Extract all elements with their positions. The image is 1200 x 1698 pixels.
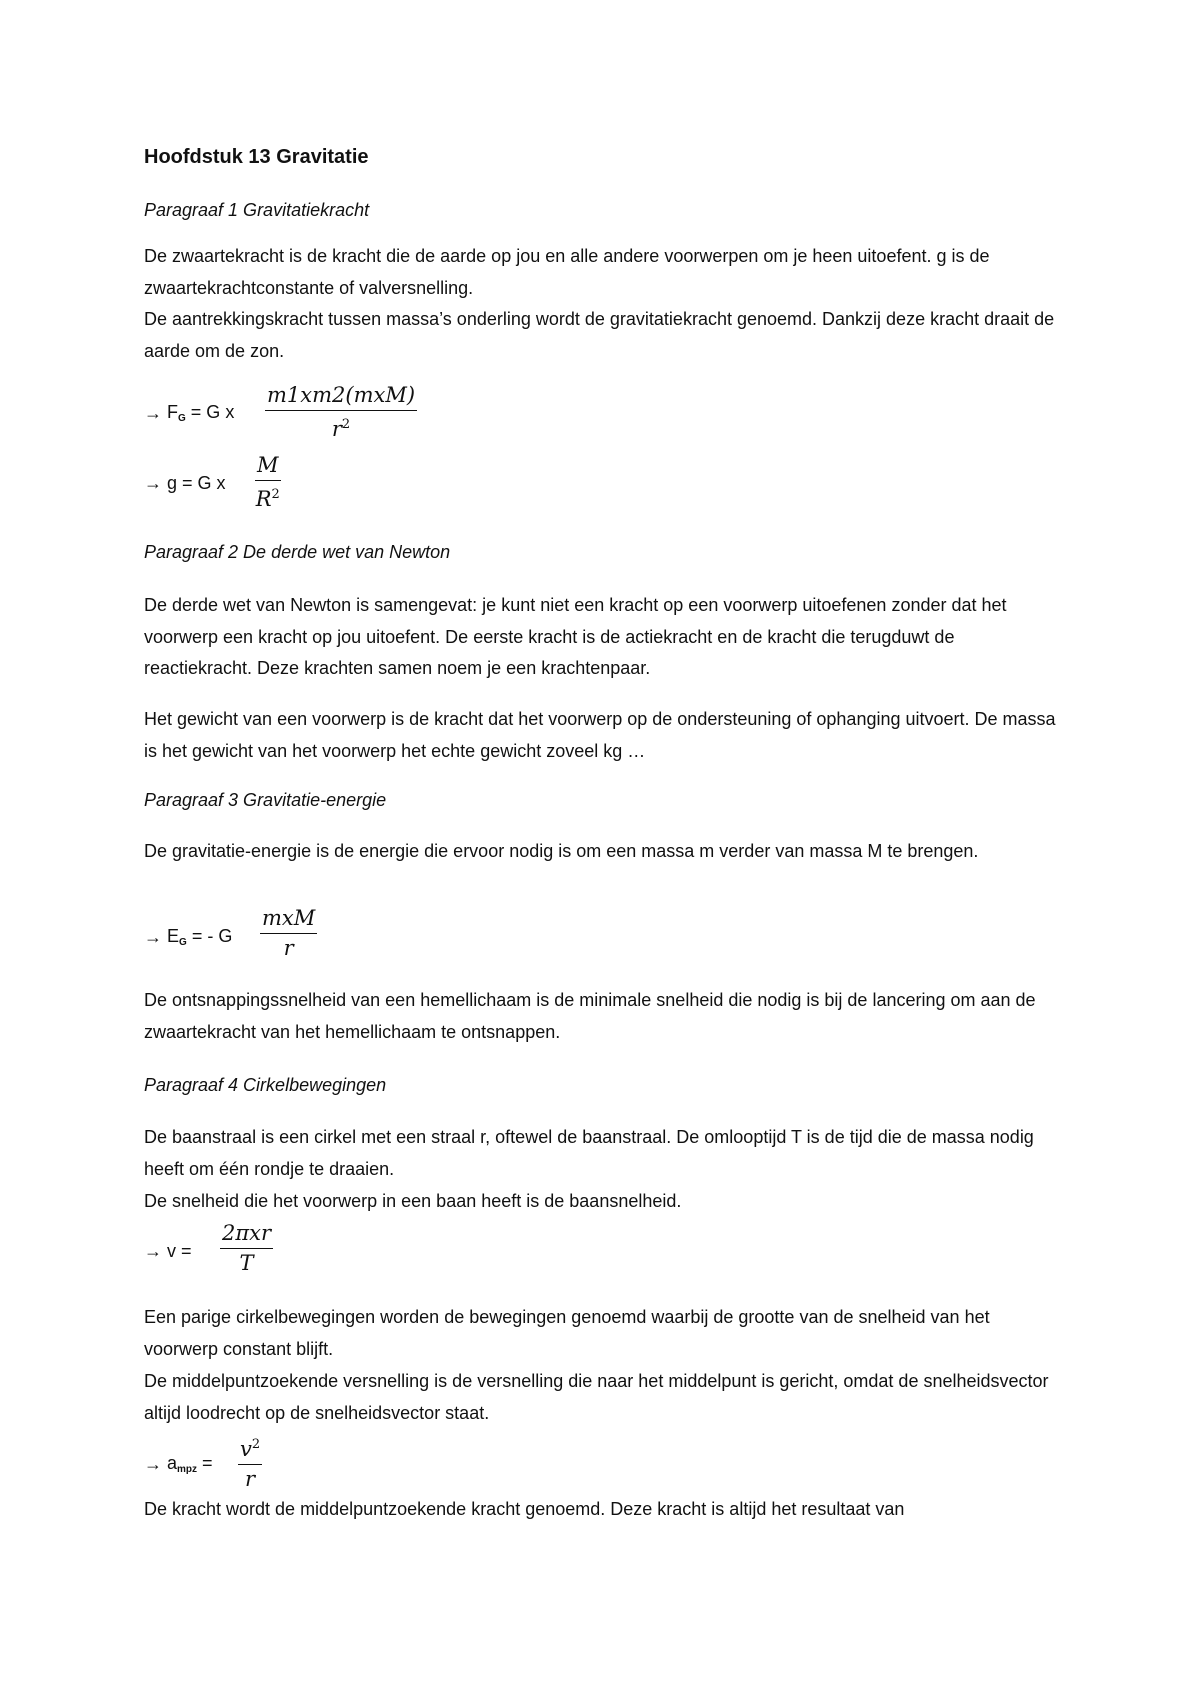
section-heading-2: Paragraaf 2 De derde wet van Newton xyxy=(144,542,451,562)
fraction-numerator: m1xm2(mxM) xyxy=(267,383,416,407)
paragraph: De aantrekkingskracht tussen massa’s onderling wordt de gravitatiekracht genoemd. Dankzij deze kracht draait de aarde om de zon. xyxy=(144,309,1055,361)
formula-subscript: G xyxy=(178,413,186,424)
paragraph: De zwaartekracht is de kracht die de aarde op jou en alle andere voorwerpen om je heen uitoefent. g is de zwaartekrachtconstante of valversnelling. xyxy=(144,246,990,298)
paragraph: Het gewicht van een voorwerp is de kracht dat het voorwerp op de ondersteuning of ophanging uitvoert. De massa is het gewicht van het voorwerp het echte gewicht zoveel kg … xyxy=(144,709,1056,761)
paragraph: Een parige cirkelbewegingen worden de bewegingen genoemd waarbij de grootte van de snelheid van het voorwerp constant blijft. xyxy=(144,1307,990,1359)
document-title: Hoofdstuk 13 Gravitatie xyxy=(144,146,369,168)
section-heading-3: Paragraaf 3 Gravitatie-energie xyxy=(144,790,387,810)
fraction-denominator: T xyxy=(239,1251,254,1275)
fraction xyxy=(265,383,417,441)
fraction xyxy=(260,906,317,960)
fraction xyxy=(238,1433,262,1491)
formula-orbital-speed xyxy=(144,1241,192,1262)
fraction-bar xyxy=(265,410,417,411)
formula-operator: = xyxy=(197,1453,213,1473)
formula-lhs: F xyxy=(167,402,179,422)
arrow-icon: → xyxy=(144,402,162,423)
fraction-denominator: r xyxy=(283,936,294,960)
formula-lhs: a xyxy=(167,1453,178,1473)
fraction-numerator: M xyxy=(257,453,279,477)
formula-operator: = G x xyxy=(177,473,226,493)
paragraph: De snelheid die het voorwerp in een baan heeft is de baansnelheid. xyxy=(144,1191,682,1211)
section-heading-4: Paragraaf 4 Cirkelbewegingen xyxy=(144,1075,387,1095)
formula-operator: = xyxy=(176,1241,192,1261)
fraction-denominator: $R^2$ xyxy=(255,487,280,511)
formula-gravitational-energy xyxy=(144,926,232,948)
formula-lhs: E xyxy=(167,926,180,946)
formula-subscript: mpz xyxy=(177,1464,198,1475)
arrow-icon: → xyxy=(144,1241,162,1261)
formula-operator: = G x xyxy=(185,402,235,422)
fraction xyxy=(220,1221,273,1275)
fraction-numerator: 2πxr xyxy=(222,1221,272,1245)
fraction-bar xyxy=(238,1464,262,1465)
arrow-icon: → xyxy=(144,473,162,493)
fraction-bar xyxy=(255,480,281,481)
fraction-bar xyxy=(220,1248,273,1249)
paragraph: De gravitatie-energie is de energie die ervoor nodig is om een massa m verder van massa M te brengen. xyxy=(144,841,979,861)
formula-gravity-acceleration xyxy=(144,473,226,494)
paragraph: De kracht wordt de middelpuntzoekende kracht genoemd. Deze kracht is altijd het resultaat van xyxy=(144,1499,905,1519)
paragraph: De derde wet van Newton is samengevat: je kunt niet een kracht op een voorwerp uitoefenen zonder dat het voorwerp een kracht op jou uitoefent. De eerste kracht is de actiekracht en de kracht die terugduwt de reactiekracht. Deze krachten samen noem je een krachtenpaar. xyxy=(144,595,1007,678)
fraction-numerator: mxM xyxy=(262,906,316,930)
formula-lhs: g xyxy=(167,473,178,493)
arrow-icon: → xyxy=(144,926,162,947)
fraction-numerator: $v^2$ xyxy=(240,1437,261,1461)
formula-lhs: v xyxy=(167,1241,177,1261)
fraction xyxy=(255,453,281,511)
fraction-denominator: r xyxy=(245,1467,256,1491)
formula-operator: = - G xyxy=(186,926,233,946)
formula-centripetal-acceleration xyxy=(144,1453,213,1475)
formula-subscript: G xyxy=(179,937,187,948)
paragraph: De baanstraal is een cirkel met een straal r, oftewel de baanstraal. De omlooptijd T is de tijd die de massa nodig heeft om één rondje te draaien. xyxy=(144,1127,1034,1179)
section-heading-1: Paragraaf 1 Gravitatiekracht xyxy=(144,200,370,220)
formula-gravitational-force xyxy=(144,402,234,424)
fraction-bar xyxy=(260,933,317,934)
paragraph: De middelpuntzoekende versnelling is de versnelling die naar het middelpunt is gericht, omdat de snelheidsvector altijd loodrecht op de snelheidsvector staat. xyxy=(144,1371,1049,1423)
arrow-icon: → xyxy=(144,1453,162,1474)
fraction-denominator: $r^2$ xyxy=(331,417,351,441)
paragraph: De ontsnappingssnelheid van een hemellichaam is de minimale snelheid die nodig is bij de lancering om aan de zwaartekracht van het hemellichaam te ontsnappen. xyxy=(144,990,1036,1042)
